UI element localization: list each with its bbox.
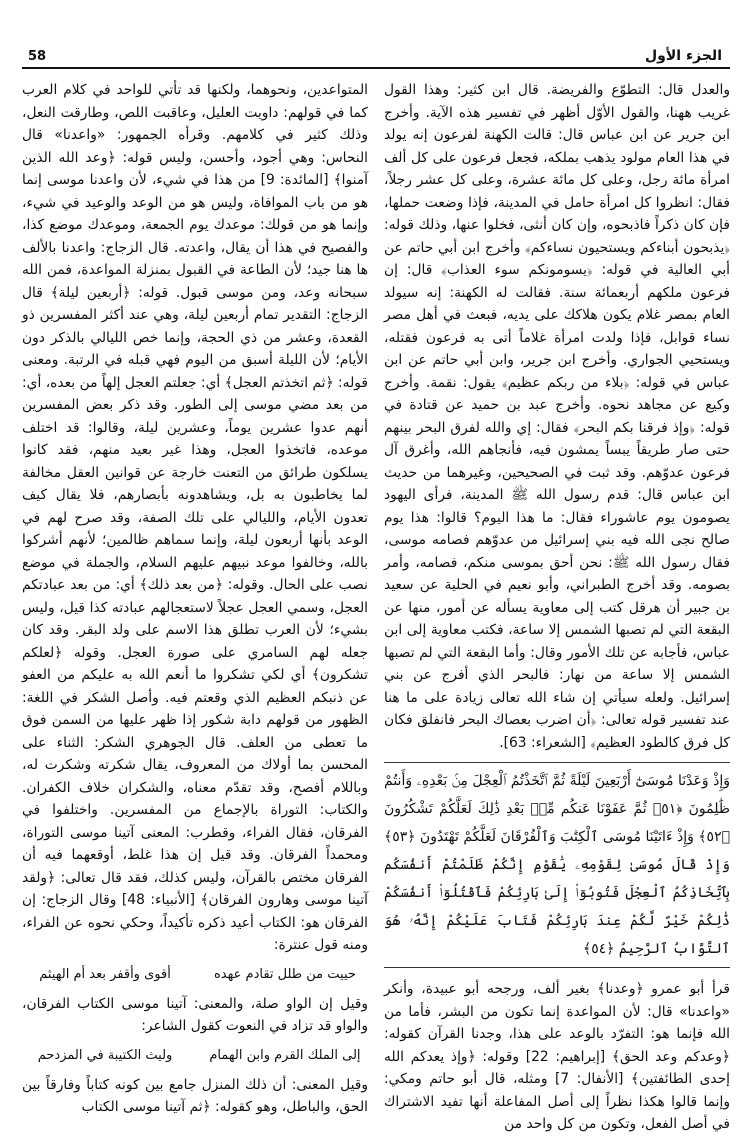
poem-2-second-hemistich: وليث الكتيبة في المزدحم bbox=[37, 1047, 173, 1063]
quran-verses: وَإِذْ وَعَدْنَا مُوسَىٰٓ أَرْبَعِينَ لَيْلَةً ثُمَّ ٱتَّخَذْتُمُ ٱلْعِجْلَ مِنۢ بَعْدِهِۦ وَأَنتُمْ ظَٰلِمُونَ ﴿٥١﴾ ثُمَّ عَفَوْنَا عَنكُم مِّنۢ بَعْدِ ذَٰلِكَ لَعَلَّكُمْ تَشْكُرُونَ ﴿٥٢﴾ وَإِذْ ءَاتَيْنَا مُوسَى ٱلْكِتَٰبَ وَٱلْفُرْقَانَ لَعَلَّكُمْ تَهْتَدُونَ ﴿٥٣﴾ وَإِذْ قَالَ مُوسَىٰ لِقَوْمِهِۦ يَٰقَوْمِ إِنَّكُمْ ظَلَمْتُمْ أَنفُسَكُم بِٱتِّخَاذِكُمُ ٱلْعِجْلَ فَتُوبُوٓا۟ إِلَىٰ بَارِئِكُمْ فَٱقْتُلُوٓا۟ أَنفُسَكُمْ ذَٰلِكُمْ خَيْرٌ لَّكُمْ عِندَ بَارِئِكُمْ فَتَابَ عَلَيْكُمْ إِنَّهُۥ هُوَ ٱلتَّوَّابُ ٱلرَّحِيمُ ﴿٥٤﴾ bbox=[384, 762, 730, 968]
right-column bbox=[384, 79, 730, 1132]
left-paragraph-2: وقيل إن الواو صلة، والمعنى: آتينا موسى الكتاب الفرقان، والواو قد تزاد في النعوت كقول الشاعر: bbox=[22, 995, 368, 1034]
left-paragraph-1: المتواعدين، ونحوهما، ولكنها قد تأتي للواحد في كلام العرب كما في قولهم: داويت العليل، وعاقبت اللص، وطارقت النعل، وذلك كثير في كلامهم. وقرأه الجمهور: «واعدنا» قال النحاس: وهي أجود، وأحسن، وليس قوله: ﴿وعد الله الذين آمنوا﴾ [المائدة: 9] من هذا في شيء، لأن واعدنا موسى إنما هو من باب الموافاة، وليس هو من الوعد والوعيد في شيء، وإنما هو من قولك: موعدك يوم الجمعة، وموعدك موضع كذا، والفصيح في هذا أن يقال، واعدته. قال الزجاج: واعدنا بالألف ها هنا جيد؛ لأن الطاعة في القبول بمنزلة المواعدة، فمن الله سبحانه وعد، ومن موسى قبول. قوله: ﴿أربعين ليلة﴾ قال الزجاج: التقدير تمام أربعين ليلة، وهي عند أكثر المفسرين ذو القعدة، وعشر من ذي الحجة، وإنما خص الليالي بالذكر دون الأيام؛ لأن الليلة أسبق من اليوم فهي قبله في الرتبة. ومعنى قوله: ﴿ثم اتخذتم العجل﴾ أي: جعلتم العجل إلهاً من بعده، أي: من بعد مضي موسى إلى الطور. وقد ذكر بعض المفسرين أنهم عدوا عشرين يوماً، وعشرين ليلة، وقالوا: قد اختلف موعده، فاتخذوا العجل، وهذا غير بعيد منهم، فقد كانوا يسلكون طرائق من التعنت خارجة عن قوانين العقل مخالفة لما يخاطبون به بل، ويشاهدونه بأبصارهم، فلا يقال كيف تعدون الأيام، والليالي على تلك الصفة، وقد صرح لهم في الوعد بأنها أربعون ليلة، وإنما سماهم ظالمين؛ لأنهم أشركوا بالله، وخالفوا موعد نبيهم عليهم السلام، والجملة في موضع نصب على الحال. وقوله: ﴿من بعد ذلك﴾ أي: من بعد عبادتكم العجل، وسمي العجل عجلاً لاستعجالهم عبادته كذا قيل، وليس بشيء؛ لأن العرب تطلق هذا الاسم على ولد البقر. وقد كان جعله لهم السامري على صورة العجل. وقوله ﴿لعلكم تشكرون﴾ أي لكي تشكروا ما أنعم الله به عليكم من العفو عن ذنبكم العظيم الذي وقعتم فيه. وأصل الشكر في اللغة: الظهور من قولهم دابة شكور إذا ظهر عليها من السمن فوق ما تعطى من العلف. قال الجوهري الشكر: الثناء على المحسن بما أولاك من المعروف، يقال شكرته وشكرت له، وباللام أفصح، وقد تقدّم معناه، والشكران خلاف الكفران. والكتاب: التوراة بالإجماع من المفسرين. واختلفوا في الفرقان، فقال الفراء، وقطرب: المعنى آتينا موسى التوراة، ومحمداً الفرقان. وقد قيل إن هذا غلط، أوقعهما فيه أن الفرقان مختص بالقرآن، وليس كذلك، فقد قال تعالى: ﴿ولقد آتينا موسى وهارون الفرقان﴾ [الأنبياء: 48] وقال الزجاج: إن الفرقان هو: الكتاب أعيد ذكره تأكيداً، وحكي نحوه عن الفراء، ومنه قول عنترة: bbox=[22, 82, 368, 953]
poem-1-second-hemistich: أقوى وأقفر بعد أم الهيثم bbox=[39, 966, 171, 982]
page-header bbox=[22, 0, 730, 69]
poem-2-first-hemistich: إلى الملك القرم وابن الهمام bbox=[209, 1047, 361, 1063]
text-columns bbox=[22, 79, 730, 1132]
left-column bbox=[22, 79, 368, 1115]
left-paragraph-3: وقيل المعنى: أن ذلك المنزل جامع بين كونه كتاباً وفارقاً بين الحق، والباطل، وهو كقوله: ﴿ثم آتينا موسى الكتاب bbox=[22, 1076, 368, 1115]
poem-1-first-hemistich: حييت من طلل تقادم عهده bbox=[214, 966, 356, 982]
page-number: 58 bbox=[28, 49, 47, 64]
poem-line-1 bbox=[22, 965, 368, 985]
right-paragraph-1: والعدل قال: التطوّع والفريضة. قال ابن كثير: وهذا القول غريب ههنا، والقول الأوّل أظهر في تفسير هذه الآية. وأخرج ابن جرير عن ابن عباس قال: قالت الكهنة لفرعون إنه يولد في هذا العام مولود يذهب بملكه، فجعل فرعون على كل ألف امرأة مائة رجل، وعلى كل مائة عشرة، وعلى كل عشر رجلاً، فقال: انظروا كل امرأة حامل في المدينة، فإذا وضعت حملها، فإن كان ذكراً فاذبحوه، وإن كان أنثى، فخلوا عنها، وذلك قوله: ﴿يذبحون أبناءكم ويستحيون نساءكم﴾ وأخرج ابن أبي حاتم عن أبي العالية في قوله: ﴿يسومونكم سوء العذاب﴾ قال: إن فرعون ملكهم أربعمائة سنة. فقالت له الكهنة: إنه سيولد العام بمصر غلام يكون هلاكك على يديه، فبعث في أهل مصر نساء قوابل، فإذا ولدت امرأة غلاماً أتى به فرعون فقتله، ويستحيي الجواري. وأخرج ابن جرير، وابن أبي حاتم عن ابن عباس في قوله: ﴿بلاء من ربكم عظيم﴾ يقول: نقمة. وأخرج وكيع عن مجاهد نحوه. وأخرج عبد بن حميد عن قتادة في قوله: ﴿وإذ فرقنا بكم البحر﴾ فقال: إي والله لفرق البحر بينهم حتى صار طريقاً يبساً يمشون فيه، فأنجاهم الله، وأغرق آل فرعون عدوّهم. وقد ثبت في الصحيحين، وغيرهما من حديث ابن عباس قال: قدم رسول الله ﷺ المدينة، فرأى اليهود يصومون يوم عاشوراء فقال: ما هذا اليوم؟ قالوا: هذا يوم صالح نجى الله فيه بني إسرائيل من عدوّهم فصامه موسى، فقال رسول الله ﷺ: نحن أحق بموسى منكم، فصامه، وأمر بصومه. وقد أخرج الطبراني، وأبو نعيم في الحلية عن سعيد بن جبير أن هرقل كتب إلى معاوية يسأله عن أمور، منها عن البقعة التي لم تصبها الشمس إلا ساعة، فكتب معاوية إلى ابن عباس، فأجابه عن تلك الأمور وقال: وأما البقعة التي لم تصبها الشمس إلا ساعة من نهار: فالبحر الذي أفرج عن بني إسرائيل. ولعله سيأتي إن شاء الله تعالى زيادة على ما هنا عند تفسير قوله تعالى: ﴿أن اضرب بعصاك البحر فانفلق فكان كل فرق كالطود العظيم﴾ [الشعراء: 63]. bbox=[384, 82, 730, 751]
right-paragraph-2: قرأ أبو عمرو ﴿وعدنا﴾ بغير ألف، ورجحه أبو عبيدة، وأنكر «واعدنا» قال: لأن المواعدة إنما تكون من البشر، فأما من الله فإنما هو: التفرّد بالوعد على هذا، وجدنا القرآن كقوله: ﴿وعدكم وعد الحق﴾ [إبراهيم: 22] وقوله: ﴿وإذ يعدكم الله إحدى الطائفتين﴾ [الأنفال: 7] ومثله، قال أبو حاتم ومكي: وإنما قالوا هكذا نظراً إلى أصل المفاعلة أنها تفيد الاشتراك في أصل الفعل، وتكون من كل واحد من bbox=[384, 981, 730, 1132]
part-title: الجزء الأول bbox=[645, 48, 722, 64]
poem-line-2 bbox=[22, 1046, 368, 1066]
